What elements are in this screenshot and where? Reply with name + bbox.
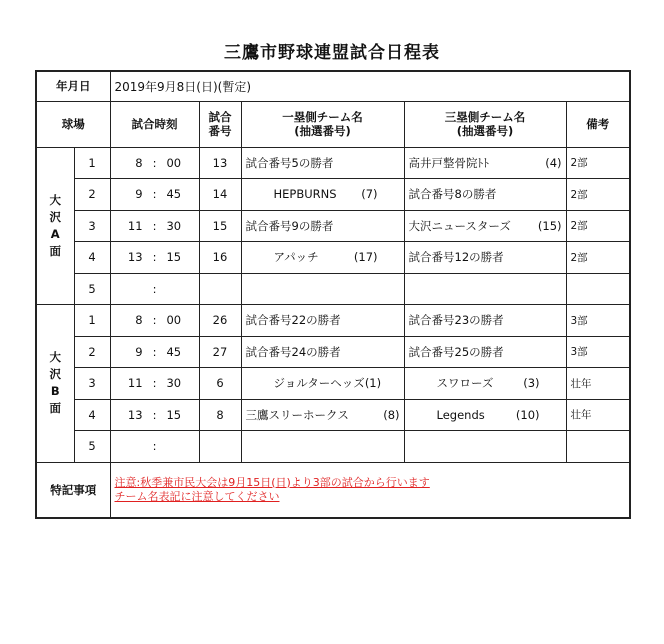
match-time [110, 273, 199, 305]
header-match-no: 試合 番号 [199, 101, 241, 147]
field-name: 大 沢 B 面 [36, 305, 74, 463]
third-team-name: 試合番号23の勝者 [408, 313, 504, 328]
notes-label: 特記事項 [36, 462, 110, 518]
first-lottery-no: (8) [383, 407, 400, 422]
first-team-name: 試合番号22の勝者 [245, 313, 341, 328]
match-number: 8 [199, 399, 241, 431]
third-team-name: 試合番号8の勝者 [408, 187, 497, 202]
third-base-team [404, 179, 566, 211]
third-team-name: 大沢ニュースターズ [408, 218, 511, 233]
match-number: 16 [199, 242, 241, 274]
page-title: 三鷹市野球連盟試合日程表 [224, 43, 440, 63]
time-separator: : [152, 376, 157, 391]
date-row [36, 71, 630, 101]
time-hour [121, 439, 143, 453]
table-row [36, 305, 630, 337]
slot-number: 5 [74, 431, 110, 463]
slot-number: 4 [74, 242, 110, 274]
first-base-team [241, 305, 404, 337]
header-third-base: 三塁側チーム名 (抽選番号) [404, 101, 566, 147]
first-team-name: 試合番号24の勝者 [245, 344, 341, 359]
third-base-team [404, 336, 566, 368]
match-time [110, 147, 199, 179]
table-row [36, 147, 630, 179]
third-team-name: スワローズ [436, 376, 494, 391]
third-base-team [404, 431, 566, 463]
third-lottery-no: (4) [545, 155, 562, 170]
remark: 2部 [566, 210, 630, 242]
table-row [36, 368, 630, 400]
third-base-team [404, 399, 566, 431]
time-minute [166, 282, 188, 296]
slot-number: 1 [74, 147, 110, 179]
time-minute: 45 [166, 344, 182, 359]
time-minute: 00 [166, 313, 182, 328]
time-hour: 13 [127, 250, 143, 265]
first-base-team [241, 273, 404, 305]
table-row [36, 399, 630, 431]
first-base-team [241, 147, 404, 179]
table-row [36, 273, 630, 305]
first-base-team [241, 336, 404, 368]
table-row [36, 431, 630, 463]
table-row [36, 242, 630, 274]
first-team-name: 試合番号9の勝者 [245, 218, 334, 233]
match-time [110, 399, 199, 431]
match-time [110, 431, 199, 463]
time-separator: : [152, 187, 157, 202]
first-team-name: 試合番号5の勝者 [245, 155, 334, 170]
first-team-name: ジョルターヘッズ [273, 376, 365, 391]
first-lottery-no: (17) [353, 250, 378, 265]
remark: 3部 [566, 336, 630, 368]
table-row [36, 336, 630, 368]
time-hour: 9 [135, 187, 143, 202]
time-hour: 13 [127, 407, 143, 422]
remark: 壮年 [566, 399, 630, 431]
time-minute: 45 [166, 187, 182, 202]
third-team-name: Legends [436, 407, 485, 422]
match-time [110, 179, 199, 211]
third-base-team [404, 273, 566, 305]
first-team-name: 三鷹スリーホークス [245, 407, 349, 422]
time-separator: : [152, 218, 157, 233]
remark: 2部 [566, 179, 630, 211]
time-hour: 11 [127, 218, 143, 233]
date-value: 2019年9月8日(日)(暫定) [110, 71, 630, 101]
time-separator: : [152, 344, 157, 359]
time-separator: : [152, 250, 157, 265]
match-number [199, 273, 241, 305]
match-number: 27 [199, 336, 241, 368]
third-team-name: 高井戸整骨院ﾄﾄ [408, 155, 489, 170]
date-label: 年月日 [36, 71, 110, 101]
first-base-team [241, 179, 404, 211]
match-number [199, 431, 241, 463]
header-first-base: 一塁側チーム名 (抽選番号) [241, 101, 404, 147]
header-field: 球場 [36, 101, 110, 147]
table-row [36, 179, 630, 211]
remark: 2部 [566, 242, 630, 274]
remark: 壮年 [566, 368, 630, 400]
third-lottery-no: (3) [523, 376, 540, 391]
time-minute: 30 [166, 218, 182, 233]
time-hour: 9 [135, 344, 143, 359]
third-base-team [404, 210, 566, 242]
match-time [110, 368, 199, 400]
remark [566, 431, 630, 463]
match-number: 15 [199, 210, 241, 242]
first-team-name: アパッチ [273, 250, 319, 265]
time-minute: 30 [166, 376, 182, 391]
remark: 2部 [566, 147, 630, 179]
match-time [110, 336, 199, 368]
match-number: 13 [199, 147, 241, 179]
time-hour: 8 [135, 155, 143, 170]
notes-row [36, 462, 630, 518]
third-lottery-no: (15) [537, 218, 562, 233]
slot-number: 5 [74, 273, 110, 305]
slot-number: 4 [74, 399, 110, 431]
remark [566, 273, 630, 305]
slot-number: 2 [74, 336, 110, 368]
first-team-name: HEPBURNS [273, 187, 337, 202]
time-hour: 8 [135, 313, 143, 328]
time-minute: 15 [166, 250, 182, 265]
table-row [36, 210, 630, 242]
third-base-team [404, 242, 566, 274]
match-number: 14 [199, 179, 241, 211]
header-remarks: 備考 [566, 101, 630, 147]
schedule-table [35, 70, 631, 519]
third-base-team [404, 368, 566, 400]
third-team-name: 試合番号25の勝者 [408, 344, 504, 359]
time-minute: 15 [166, 407, 182, 422]
time-minute [166, 439, 188, 453]
time-separator: : [152, 439, 157, 454]
third-base-team [404, 305, 566, 337]
time-separator: : [152, 155, 157, 170]
field-name: 大 沢 A 面 [36, 147, 74, 305]
first-base-team [241, 210, 404, 242]
first-lottery-no: (7) [361, 187, 378, 202]
slot-number: 3 [74, 210, 110, 242]
header-row [36, 101, 630, 147]
match-number: 6 [199, 368, 241, 400]
time-hour [121, 282, 143, 296]
third-base-team [404, 147, 566, 179]
match-time [110, 242, 199, 274]
match-number: 26 [199, 305, 241, 337]
time-separator: : [152, 281, 157, 296]
match-time [110, 210, 199, 242]
time-separator: : [152, 407, 157, 422]
time-minute: 00 [166, 155, 182, 170]
slot-number: 1 [74, 305, 110, 337]
time-separator: : [152, 313, 157, 328]
slot-number: 2 [74, 179, 110, 211]
first-base-team [241, 399, 404, 431]
third-team-name: 試合番号12の勝者 [408, 250, 504, 265]
notes-text: 注意:秋季兼市民大会は9月15日(日)より3部の試合から行います チーム名表記に注意してください [110, 462, 630, 518]
first-base-team [241, 242, 404, 274]
first-base-team [241, 368, 404, 400]
time-hour: 11 [127, 376, 143, 391]
header-time: 試合時刻 [110, 101, 199, 147]
match-time [110, 305, 199, 337]
slot-number: 3 [74, 368, 110, 400]
third-lottery-no: (10) [515, 407, 540, 422]
first-lottery-no: (1) [364, 376, 382, 391]
remark: 3部 [566, 305, 630, 337]
first-base-team [241, 431, 404, 463]
